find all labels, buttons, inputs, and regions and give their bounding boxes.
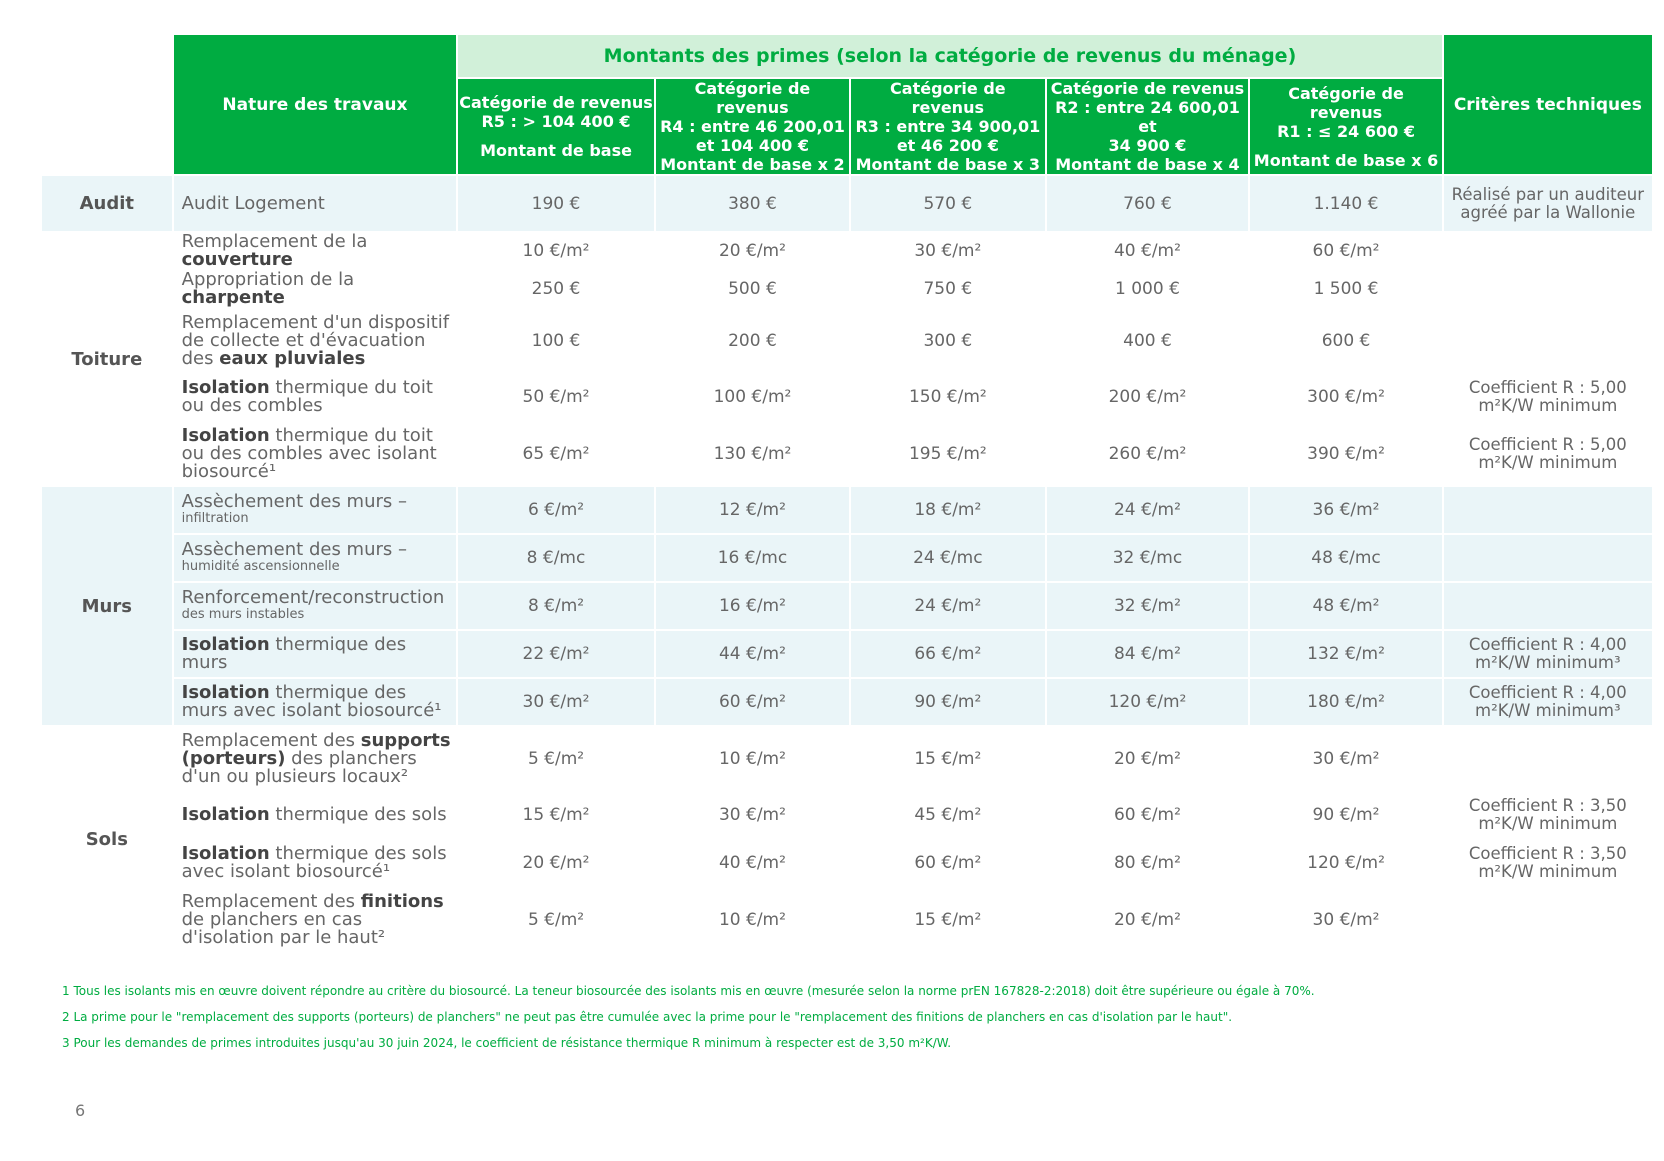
value-cell: 10 €/m² — [656, 727, 849, 790]
value-cell: 30 €/m² — [458, 679, 654, 725]
criteria-cell — [1444, 271, 1652, 307]
value-cell: 15 €/m² — [458, 792, 654, 838]
value-cell: 760 € — [1047, 176, 1249, 231]
value-cell: 12 €/m² — [656, 487, 849, 533]
value-cell: 200 €/m² — [1047, 374, 1249, 420]
value-cell: 15 €/m² — [851, 727, 1044, 790]
nature-cell: Audit Logement — [174, 176, 457, 231]
value-cell: 32 €/mc — [1047, 535, 1249, 581]
value-cell: 15 €/m² — [851, 888, 1044, 951]
value-cell: 36 €/m² — [1250, 487, 1441, 533]
value-cell: 40 €/m² — [1047, 233, 1249, 269]
value-cell: 195 €/m² — [851, 422, 1044, 485]
primes-table — [40, 33, 1654, 953]
value-cell: 20 €/m² — [458, 840, 654, 886]
header-category-r4: Catégorie de revenus R4 : entre 46 200,01 et 104 400 € Montant de base x 2 — [656, 79, 849, 174]
value-cell: 20 €/m² — [1047, 888, 1249, 951]
footnote-1: 1 Tous les isolants mis en œuvre doivent répondre au critère du biosourcé. La teneur biosourcée des isolants mis en œuvre (mesurée selon la norme prEN 167828-2:2018) doit être supérieure ou égale à 70%. — [62, 984, 1315, 998]
value-cell: 16 €/mc — [656, 535, 849, 581]
value-cell: 16 €/m² — [656, 583, 849, 629]
nature-cell: Remplacement des supports (porteurs) des planchers d'un ou plusieurs locaux² — [174, 727, 457, 790]
table-row — [42, 176, 1652, 231]
nature-cell: Remplacement d'un dispositif de collecte et d'évacuation des eaux pluviales — [174, 309, 457, 372]
value-cell: 600 € — [1250, 309, 1441, 372]
table-row — [42, 374, 1652, 420]
value-cell: 380 € — [656, 176, 849, 231]
value-cell: 1.140 € — [1250, 176, 1441, 231]
value-cell: 48 €/m² — [1250, 583, 1441, 629]
value-cell: 8 €/m² — [458, 583, 654, 629]
nature-cell: Isolation thermique des murs — [174, 631, 457, 677]
table-row — [42, 840, 1652, 886]
table-row — [42, 679, 1652, 725]
value-cell: 48 €/mc — [1250, 535, 1441, 581]
value-cell: 180 €/m² — [1250, 679, 1441, 725]
value-cell: 50 €/m² — [458, 374, 654, 420]
table-row — [42, 422, 1652, 485]
header-nature: Nature des travaux — [174, 35, 457, 174]
table-row — [42, 535, 1652, 581]
value-cell: 10 €/m² — [656, 888, 849, 951]
value-cell: 190 € — [458, 176, 654, 231]
value-cell: 120 €/m² — [1047, 679, 1249, 725]
value-cell: 44 €/m² — [656, 631, 849, 677]
value-cell: 20 €/m² — [1047, 727, 1249, 790]
value-cell: 20 €/m² — [656, 233, 849, 269]
value-cell: 250 € — [458, 271, 654, 307]
value-cell: 750 € — [851, 271, 1044, 307]
header-category-r5: Catégorie de revenus R5 : > 104 400 € Montant de base — [458, 79, 654, 174]
criteria-cell — [1444, 888, 1652, 951]
nature-cell: Assèchement des murs – infiltration — [174, 487, 457, 533]
value-cell: 10 €/m² — [458, 233, 654, 269]
value-cell: 32 €/m² — [1047, 583, 1249, 629]
value-cell: 132 €/m² — [1250, 631, 1441, 677]
value-cell: 260 €/m² — [1047, 422, 1249, 485]
nature-cell: Appropriation de la charpente — [174, 271, 457, 307]
header-criteres: Critères techniques — [1444, 35, 1652, 174]
value-cell: 130 €/m² — [656, 422, 849, 485]
table-row — [42, 487, 1652, 533]
value-cell: 22 €/m² — [458, 631, 654, 677]
criteria-cell — [1444, 309, 1652, 372]
value-cell: 40 €/m² — [656, 840, 849, 886]
value-cell: 60 €/m² — [851, 840, 1044, 886]
value-cell: 30 €/m² — [1250, 888, 1441, 951]
value-cell: 30 €/m² — [1250, 727, 1441, 790]
corner-blank — [42, 35, 172, 174]
value-cell: 150 €/m² — [851, 374, 1044, 420]
value-cell: 18 €/m² — [851, 487, 1044, 533]
criteria-cell — [1444, 487, 1652, 533]
criteria-cell: Coefficient R : 5,00 m²K/W minimum — [1444, 422, 1652, 485]
value-cell: 24 €/m² — [1047, 487, 1249, 533]
value-cell: 80 €/m² — [1047, 840, 1249, 886]
value-cell: 200 € — [656, 309, 849, 372]
group-toiture: Toiture — [42, 233, 172, 485]
value-cell: 65 €/m² — [458, 422, 654, 485]
group-murs: Murs — [42, 487, 172, 725]
table-row — [42, 631, 1652, 677]
value-cell: 300 € — [851, 309, 1044, 372]
value-cell: 6 €/m² — [458, 487, 654, 533]
value-cell: 100 € — [458, 309, 654, 372]
nature-cell: Renforcement/reconstruction des murs instables — [174, 583, 457, 629]
header-montants: Montants des primes (selon la catégorie de revenus du ménage) — [458, 35, 1441, 77]
value-cell: 60 €/m² — [656, 679, 849, 725]
nature-cell: Isolation thermique du toit ou des combles — [174, 374, 457, 420]
value-cell: 570 € — [851, 176, 1044, 231]
value-cell: 8 €/mc — [458, 535, 654, 581]
value-cell: 24 €/m² — [851, 583, 1044, 629]
criteria-cell — [1444, 535, 1652, 581]
criteria-cell: Coefficient R : 5,00 m²K/W minimum — [1444, 374, 1652, 420]
nature-cell: Remplacement des finitions de planchers en cas d'isolation par le haut² — [174, 888, 457, 951]
criteria-cell: Coefficient R : 4,00 m²K/W minimum³ — [1444, 679, 1652, 725]
value-cell: 60 €/m² — [1047, 792, 1249, 838]
nature-cell: Isolation thermique des sols — [174, 792, 457, 838]
header-category-r1: Catégorie de revenus R1 : ≤ 24 600 € Montant de base x 6 — [1250, 79, 1441, 174]
nature-cell: Isolation thermique des sols avec isolant biosourcé¹ — [174, 840, 457, 886]
header-category-r2: Catégorie de revenus R2 : entre 24 600,01 et 34 900 € Montant de base x 4 — [1047, 79, 1249, 174]
criteria-cell — [1444, 727, 1652, 790]
criteria-cell: Réalisé par un auditeur agréé par la Wallonie — [1444, 176, 1652, 231]
value-cell: 390 €/m² — [1250, 422, 1441, 485]
value-cell: 66 €/m² — [851, 631, 1044, 677]
table-row — [42, 271, 1652, 307]
value-cell: 400 € — [1047, 309, 1249, 372]
value-cell: 84 €/m² — [1047, 631, 1249, 677]
value-cell: 1 500 € — [1250, 271, 1441, 307]
value-cell: 1 000 € — [1047, 271, 1249, 307]
criteria-cell — [1444, 233, 1652, 269]
value-cell: 5 €/m² — [458, 727, 654, 790]
table-row — [42, 727, 1652, 790]
value-cell: 90 €/m² — [851, 679, 1044, 725]
value-cell: 5 €/m² — [458, 888, 654, 951]
value-cell: 60 €/m² — [1250, 233, 1441, 269]
value-cell: 500 € — [656, 271, 849, 307]
page-number: 6 — [75, 1101, 86, 1120]
group-sols: Sols — [42, 727, 172, 951]
value-cell: 30 €/m² — [851, 233, 1044, 269]
table-row — [42, 792, 1652, 838]
value-cell: 30 €/m² — [656, 792, 849, 838]
nature-cell: Isolation thermique du toit ou des combles avec isolant biosourcé¹ — [174, 422, 457, 485]
table-row — [42, 888, 1652, 951]
criteria-cell: Coefficient R : 3,50 m²K/W minimum — [1444, 840, 1652, 886]
footnotes — [62, 978, 1315, 1056]
table-row — [42, 309, 1652, 372]
criteria-cell: Coefficient R : 4,00 m²K/W minimum³ — [1444, 631, 1652, 677]
value-cell: 120 €/m² — [1250, 840, 1441, 886]
value-cell: 90 €/m² — [1250, 792, 1441, 838]
group-audit: Audit — [42, 176, 172, 231]
criteria-cell — [1444, 583, 1652, 629]
value-cell: 300 €/m² — [1250, 374, 1441, 420]
footnote-3: 3 Pour les demandes de primes introduites jusqu'au 30 juin 2024, le coefficient de résistance thermique R minimum à respecter est de 3,50 m²K/W. — [62, 1036, 952, 1050]
nature-cell: Isolation thermique des murs avec isolant biosourcé¹ — [174, 679, 457, 725]
header-category-r3: Catégorie de revenus R3 : entre 34 900,01 et 46 200 € Montant de base x 3 — [851, 79, 1044, 174]
nature-cell: Assèchement des murs – humidité ascensionnelle — [174, 535, 457, 581]
criteria-cell: Coefficient R : 3,50 m²K/W minimum — [1444, 792, 1652, 838]
table-row — [42, 233, 1652, 269]
value-cell: 100 €/m² — [656, 374, 849, 420]
table-row — [42, 583, 1652, 629]
value-cell: 45 €/m² — [851, 792, 1044, 838]
nature-cell: Remplacement de la couverture — [174, 233, 457, 269]
footnote-2: 2 La prime pour le "remplacement des supports (porteurs) de planchers" ne peut pas être cumulée avec la prime pour le "remplacement des finitions de planchers en cas d'isolation par le haut". — [62, 1010, 1233, 1024]
value-cell: 24 €/mc — [851, 535, 1044, 581]
